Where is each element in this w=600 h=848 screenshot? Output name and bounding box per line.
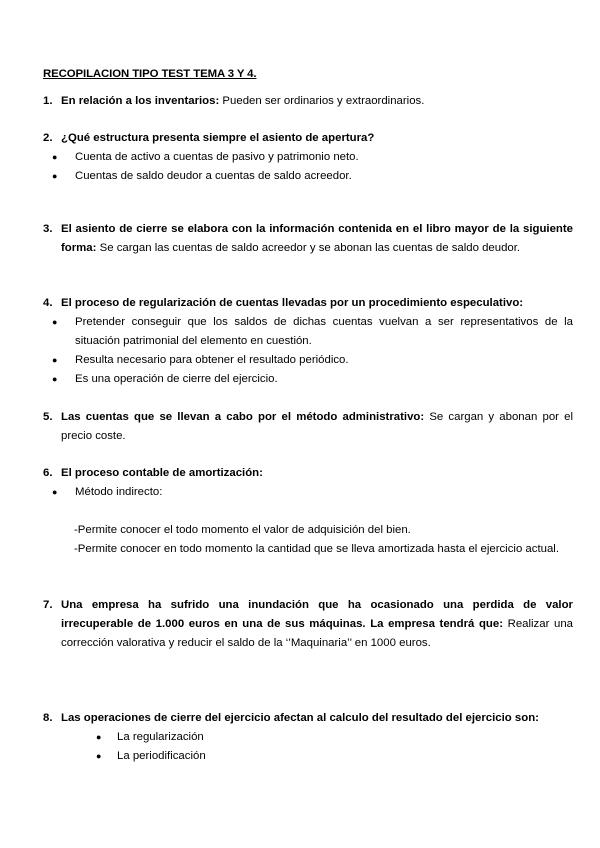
question-1 bbox=[43, 92, 573, 111]
list-item bbox=[43, 747, 573, 766]
option-text: La periodificación bbox=[117, 750, 206, 762]
bullet-icon: ● bbox=[52, 152, 58, 162]
question-answer: Se cargan las cuentas de saldo acreedor y se abonan las cuentas de saldo deudor. bbox=[96, 242, 521, 254]
question-answer: Realizar una corrección valorativa y reducir el saldo de la ‘’Maquinaria’’ en 1000 euros. bbox=[61, 618, 573, 649]
question-number: 2. bbox=[43, 132, 53, 144]
list-item bbox=[43, 148, 573, 167]
question-4 bbox=[43, 294, 573, 389]
option-text: Cuentas de saldo deudor a cuentas de saldo acreedor. bbox=[75, 170, 352, 182]
option-text: Es una operación de cierre del ejercicio. bbox=[75, 373, 278, 385]
question-answer: Se cargan y abonan por el precio coste. bbox=[61, 411, 573, 442]
question-7 bbox=[43, 596, 573, 653]
bullet-icon: ● bbox=[52, 487, 58, 497]
option-list bbox=[43, 483, 573, 502]
sub-line: -Permite conocer en todo momento la cantidad que se lleva amortizada hasta el ejercicio actual. bbox=[74, 543, 559, 555]
list-item bbox=[43, 370, 573, 389]
option-list bbox=[43, 148, 573, 186]
option-list bbox=[43, 728, 573, 766]
bullet-icon: ● bbox=[96, 751, 102, 761]
sub-line: -Permite conocer el todo momento el valor de adquisición del bien. bbox=[74, 524, 411, 536]
option-list bbox=[43, 313, 573, 389]
bullet-icon: ● bbox=[96, 732, 102, 742]
question-stem: El proceso de regularización de cuentas llevadas por un procedimiento especulativo: bbox=[61, 297, 524, 309]
question-stem: Las cuentas que se llevan a cabo por el método administrativo: bbox=[61, 411, 425, 423]
list-item bbox=[43, 167, 573, 186]
list-item bbox=[43, 313, 573, 351]
bullet-icon: ● bbox=[52, 317, 58, 327]
question-number: 1. bbox=[43, 95, 53, 107]
bullet-icon: ● bbox=[52, 171, 58, 181]
list-item bbox=[43, 351, 573, 370]
question-number: 6. bbox=[43, 467, 53, 479]
question-8 bbox=[43, 709, 573, 766]
list-item bbox=[43, 483, 573, 502]
question-6 bbox=[43, 464, 573, 559]
question-number: 7. bbox=[43, 599, 53, 611]
question-stem: El asiento de cierre se elabora con la información contenida en el libro mayor de la siguiente forma: bbox=[61, 223, 573, 254]
page-title: RECOPILACION TIPO TEST TEMA 3 Y 4. bbox=[43, 68, 257, 80]
list-item bbox=[43, 728, 573, 747]
question-5 bbox=[43, 408, 573, 446]
question-stem: Las operaciones de cierre del ejercicio afectan al calculo del resultado del ejercicio son: bbox=[61, 712, 539, 724]
question-stem: ¿Qué estructura presenta siempre el asiento de apertura? bbox=[61, 132, 375, 144]
bullet-icon: ● bbox=[52, 355, 58, 365]
question-answer: Pueden ser ordinarios y extraordinarios. bbox=[219, 95, 425, 107]
bullet-icon: ● bbox=[52, 374, 58, 384]
option-text: Pretender conseguir que los saldos de dichas cuentas vuelvan a ser representativos de la situación patrimonial del elemento en cuestión. bbox=[75, 316, 573, 347]
question-3 bbox=[43, 220, 573, 258]
question-stem: Una empresa ha sufrido una inundación que ha ocasionado una perdida de valor irrecuperable de 1.000 euros en una de sus máquinas. La empresa tendrá que: bbox=[61, 599, 573, 630]
question-2 bbox=[43, 129, 573, 186]
option-text: Resulta necesario para obtener el resultado periódico. bbox=[75, 354, 349, 366]
option-text: Cuenta de activo a cuentas de pasivo y patrimonio neto. bbox=[75, 151, 359, 163]
option-text: Método indirecto: bbox=[75, 486, 163, 498]
question-stem: En relación a los inventarios: bbox=[61, 95, 220, 107]
question-stem: El proceso contable de amortización: bbox=[61, 467, 263, 479]
question-number: 8. bbox=[43, 712, 53, 724]
option-text: La regularización bbox=[117, 731, 204, 743]
question-number: 5. bbox=[43, 411, 53, 423]
question-number: 4. bbox=[43, 297, 53, 309]
question-number: 3. bbox=[43, 223, 53, 235]
